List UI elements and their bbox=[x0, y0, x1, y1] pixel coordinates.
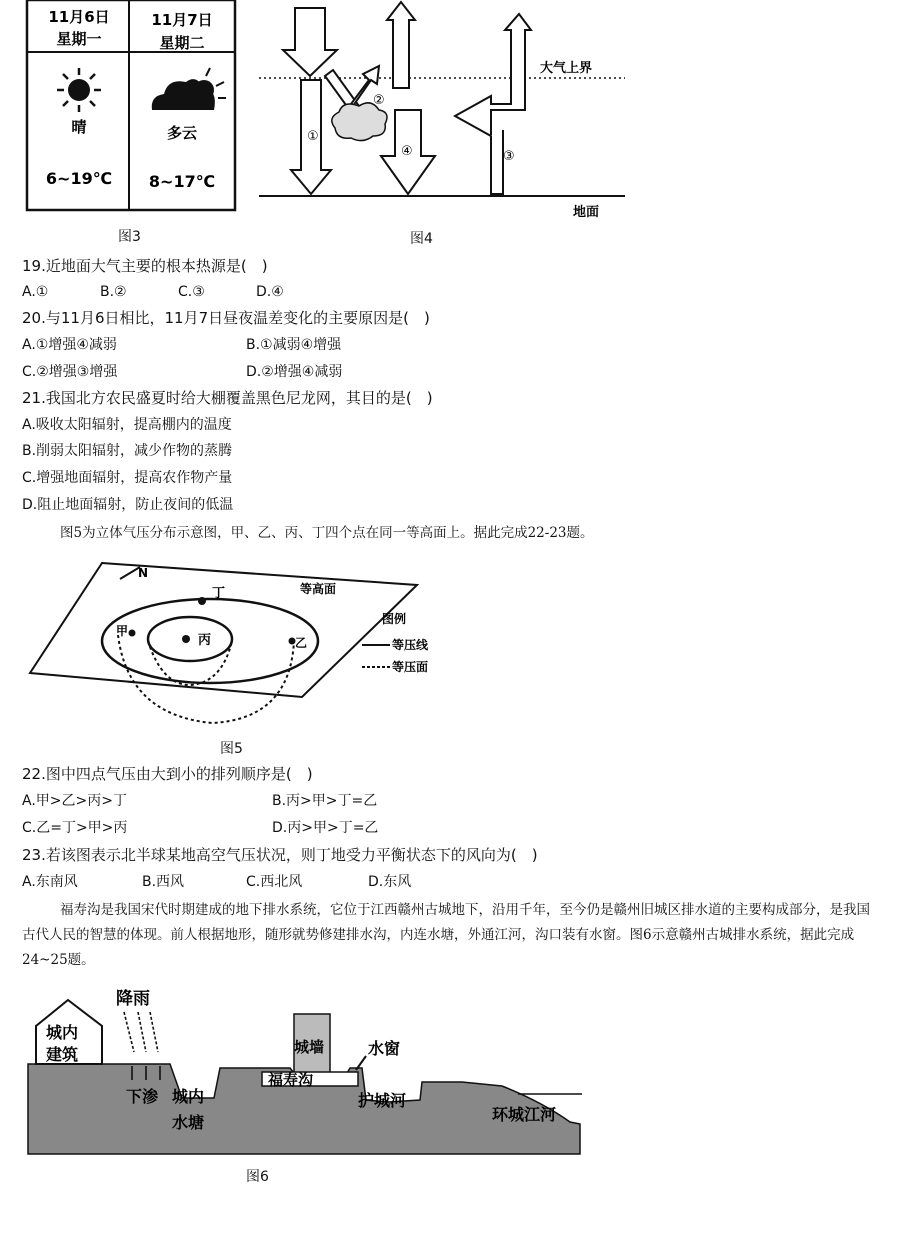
fig4-caption: 图4 bbox=[410, 231, 433, 247]
arrow-4-label: ④ bbox=[401, 144, 413, 159]
arrow-1-solar bbox=[283, 8, 337, 194]
north-label: N bbox=[138, 566, 149, 580]
fig3-caption: 图3 bbox=[118, 229, 141, 245]
question-23: 23.若该图表示北半球某地高空气压状况，则丁地受力平衡状态下的风向为( ) bbox=[22, 846, 538, 864]
seep-label: 下渗 bbox=[126, 1087, 159, 1106]
q19-option-d: D.④ bbox=[256, 284, 284, 300]
sun-icon bbox=[57, 68, 101, 112]
arrow-3-ground bbox=[455, 14, 531, 194]
plane-label: 等高面 bbox=[300, 582, 337, 596]
point-yi: 乙 bbox=[295, 636, 308, 650]
fig4-top-label: 大气上界 bbox=[540, 61, 593, 76]
q19-option-a: A.① bbox=[22, 284, 49, 300]
intro-fig6: 福寿沟是我国宋代时期建成的地下排水系统，它位于江西赣州古城地下，沿用千年，至今仍是赣州旧城区排水道的主要构成部分，是我国古代人民的智慧的体现。前人根据地形，随形就势修建排水沟，内连水塘，外通江河，沟口装有水窗。图6示意赣州古城排水系统，据此完成24~25题。 bbox=[22, 902, 870, 968]
q21-option-b: B.削弱太阳辐射，减少作物的蒸腾 bbox=[22, 443, 233, 459]
q22-option-d: D.丙>甲>丁=乙 bbox=[272, 820, 379, 836]
river-label: 环城江河 bbox=[492, 1105, 557, 1124]
window-label: 水窗 bbox=[368, 1039, 401, 1058]
wall-label: 城墙 bbox=[294, 1038, 325, 1056]
fig3-day2-week: 星期二 bbox=[159, 34, 205, 52]
arrow-2-label: ② bbox=[373, 93, 385, 108]
q21-option-a: A.吸收太阳辐射，提高棚内的温度 bbox=[22, 417, 232, 433]
arrow-4-counter bbox=[381, 2, 435, 194]
question-21: 21.我国北方农民盛夏时给大棚覆盖黑色尼龙网，其目的是( ) bbox=[22, 389, 433, 407]
figure-3-weather bbox=[24, 0, 238, 214]
q20-option-b: B.①减弱④增强 bbox=[246, 337, 342, 353]
point-jia: 甲 bbox=[116, 624, 129, 638]
question-22: 22.图中四点气压由大到小的排列顺序是( ) bbox=[22, 765, 313, 783]
intro-fig5: 图5为立体气压分布示意图，甲、乙、丙、丁四个点在同一等高面上。据此完成22-23题。 bbox=[60, 525, 594, 541]
q23-option-d: D.东风 bbox=[368, 874, 412, 890]
fushougou-label: 福寿沟 bbox=[268, 1071, 314, 1089]
fig5-caption: 图5 bbox=[220, 741, 243, 757]
q23-option-b: B.西风 bbox=[142, 874, 185, 890]
fig3-day1-date: 11月6日 bbox=[48, 8, 110, 26]
fig3-day1-temp: 6~19℃ bbox=[45, 169, 113, 188]
rain-arrows bbox=[124, 1012, 158, 1052]
point-bing: 丙 bbox=[198, 633, 212, 648]
legend-surface: 等压面 bbox=[392, 660, 429, 674]
fig3-day2-weather: 多云 bbox=[166, 124, 198, 142]
q22-option-a: A.甲>乙>丙>丁 bbox=[22, 793, 127, 809]
q19-option-c: C.③ bbox=[178, 284, 205, 300]
q23-option-a: A.东南风 bbox=[22, 874, 78, 890]
fig3-day1-week: 星期一 bbox=[56, 30, 102, 48]
question-20: 20.与11月6日相比，11月7日昼夜温差变化的主要原因是( ) bbox=[22, 309, 430, 327]
q22-option-c: C.乙=丁>甲>丙 bbox=[22, 820, 128, 836]
fig6-caption: 图6 bbox=[246, 1169, 269, 1185]
q21-option-d: D.阻止地面辐射，防止夜间的低温 bbox=[22, 497, 234, 513]
legend-title: 图例 bbox=[382, 612, 407, 626]
q19-option-b: B.② bbox=[100, 284, 127, 300]
figure-4-radiation bbox=[255, 0, 635, 225]
pond-label-1: 城内 bbox=[172, 1087, 205, 1106]
arrow-3-label: ③ bbox=[503, 149, 515, 164]
rain-label: 降雨 bbox=[116, 989, 150, 1009]
q20-option-c: C.②增强③增强 bbox=[22, 364, 118, 380]
q20-option-d: D.②增强④减弱 bbox=[246, 364, 343, 380]
question-19: 19.近地面大气主要的根本热源是( ) bbox=[22, 257, 268, 275]
q20-option-a: A.①增强④减弱 bbox=[22, 337, 117, 353]
moat-label: 护城河 bbox=[358, 1091, 407, 1110]
legend-isobar: 等压线 bbox=[392, 638, 429, 652]
pond-label-2: 水塘 bbox=[172, 1113, 205, 1132]
building-label-2: 建筑 bbox=[46, 1045, 79, 1064]
q21-option-c: C.增强地面辐射，提高农作物产量 bbox=[22, 470, 233, 486]
arrow-1-label: ① bbox=[307, 129, 319, 144]
figure-5-pressure bbox=[22, 555, 462, 730]
cloud-icon bbox=[332, 103, 387, 141]
fig3-day2-temp: 8~17℃ bbox=[148, 172, 216, 191]
point-ding: 丁 bbox=[212, 586, 226, 601]
building-label-1: 城内 bbox=[46, 1023, 79, 1042]
figure-6-drainage bbox=[22, 982, 588, 1160]
q23-option-c: C.西北风 bbox=[246, 874, 303, 890]
fig3-day2-date: 11月7日 bbox=[151, 11, 213, 29]
fig3-day1-weather: 晴 bbox=[71, 118, 87, 136]
q22-option-b: B.丙>甲>丁=乙 bbox=[272, 793, 378, 809]
fig4-ground-label: 地面 bbox=[573, 205, 600, 220]
